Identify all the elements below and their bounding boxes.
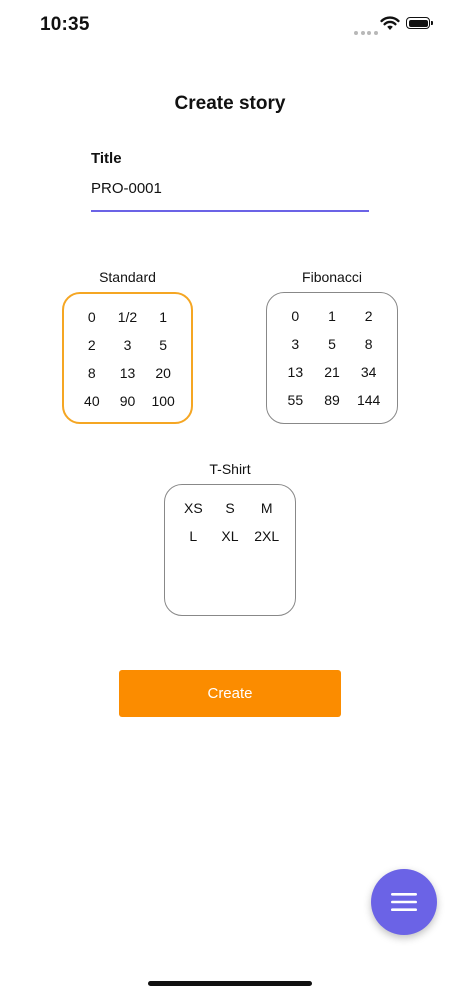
deck-title-tshirt: T-Shirt [209, 461, 251, 477]
battery-icon [406, 17, 430, 29]
deck-values-fibonacci [267, 307, 397, 409]
deck-value: 100 [151, 393, 175, 409]
deck-value: L [189, 528, 198, 544]
title-field-label: Title [91, 150, 122, 167]
deck-value: 5 [159, 337, 168, 353]
deck-value: 55 [287, 392, 304, 408]
deck-value: 13 [119, 365, 136, 381]
deck-title-fibonacci: Fibonacci [302, 269, 362, 285]
deck-value: 40 [84, 393, 100, 409]
deck-value: 0 [87, 309, 96, 325]
deck-values-standard [64, 308, 191, 410]
deck-card-tshirt[interactable] [164, 484, 296, 616]
deck-value: 90 [119, 393, 136, 409]
home-indicator [148, 981, 312, 986]
deck-value: 8 [87, 365, 96, 381]
page-title: Create story [174, 93, 286, 114]
deck-card-fibonacci[interactable] [266, 292, 398, 424]
status-bar [0, 0, 460, 50]
menu-fab-button[interactable] [371, 869, 437, 935]
deck-value: 89 [324, 392, 340, 408]
deck-values-tshirt [165, 499, 295, 545]
deck-value: 2XL [254, 528, 280, 544]
deck-value: 1/2 [117, 309, 138, 325]
deck-value: 5 [328, 336, 336, 352]
deck-title-standard: Standard [99, 269, 156, 285]
deck-value: 0 [291, 308, 300, 324]
wifi-icon [380, 16, 400, 36]
deck-card-standard[interactable] [62, 292, 193, 424]
deck-value: XS [183, 500, 203, 516]
deck-value: 21 [324, 364, 340, 380]
status-time: 10:35 [40, 14, 90, 35]
create-button[interactable]: Create [119, 670, 341, 717]
deck-value: 3 [123, 337, 132, 353]
deck-value: 2 [364, 308, 373, 324]
hamburger-menu-icon [390, 891, 418, 913]
deck-value: 144 [356, 392, 381, 408]
deck-value: 34 [360, 364, 377, 380]
title-input[interactable] [91, 178, 369, 212]
deck-value: 8 [364, 336, 373, 352]
deck-value: 1 [328, 308, 336, 324]
deck-value: 1 [159, 309, 168, 325]
deck-value: 2 [87, 337, 96, 353]
deck-value: S [225, 500, 235, 516]
cellular-signal-icon [354, 22, 380, 40]
deck-value: M [260, 500, 273, 516]
deck-value: 20 [155, 365, 171, 381]
deck-value: 13 [287, 364, 304, 380]
deck-value: 3 [291, 336, 300, 352]
deck-value: XL [221, 528, 239, 544]
